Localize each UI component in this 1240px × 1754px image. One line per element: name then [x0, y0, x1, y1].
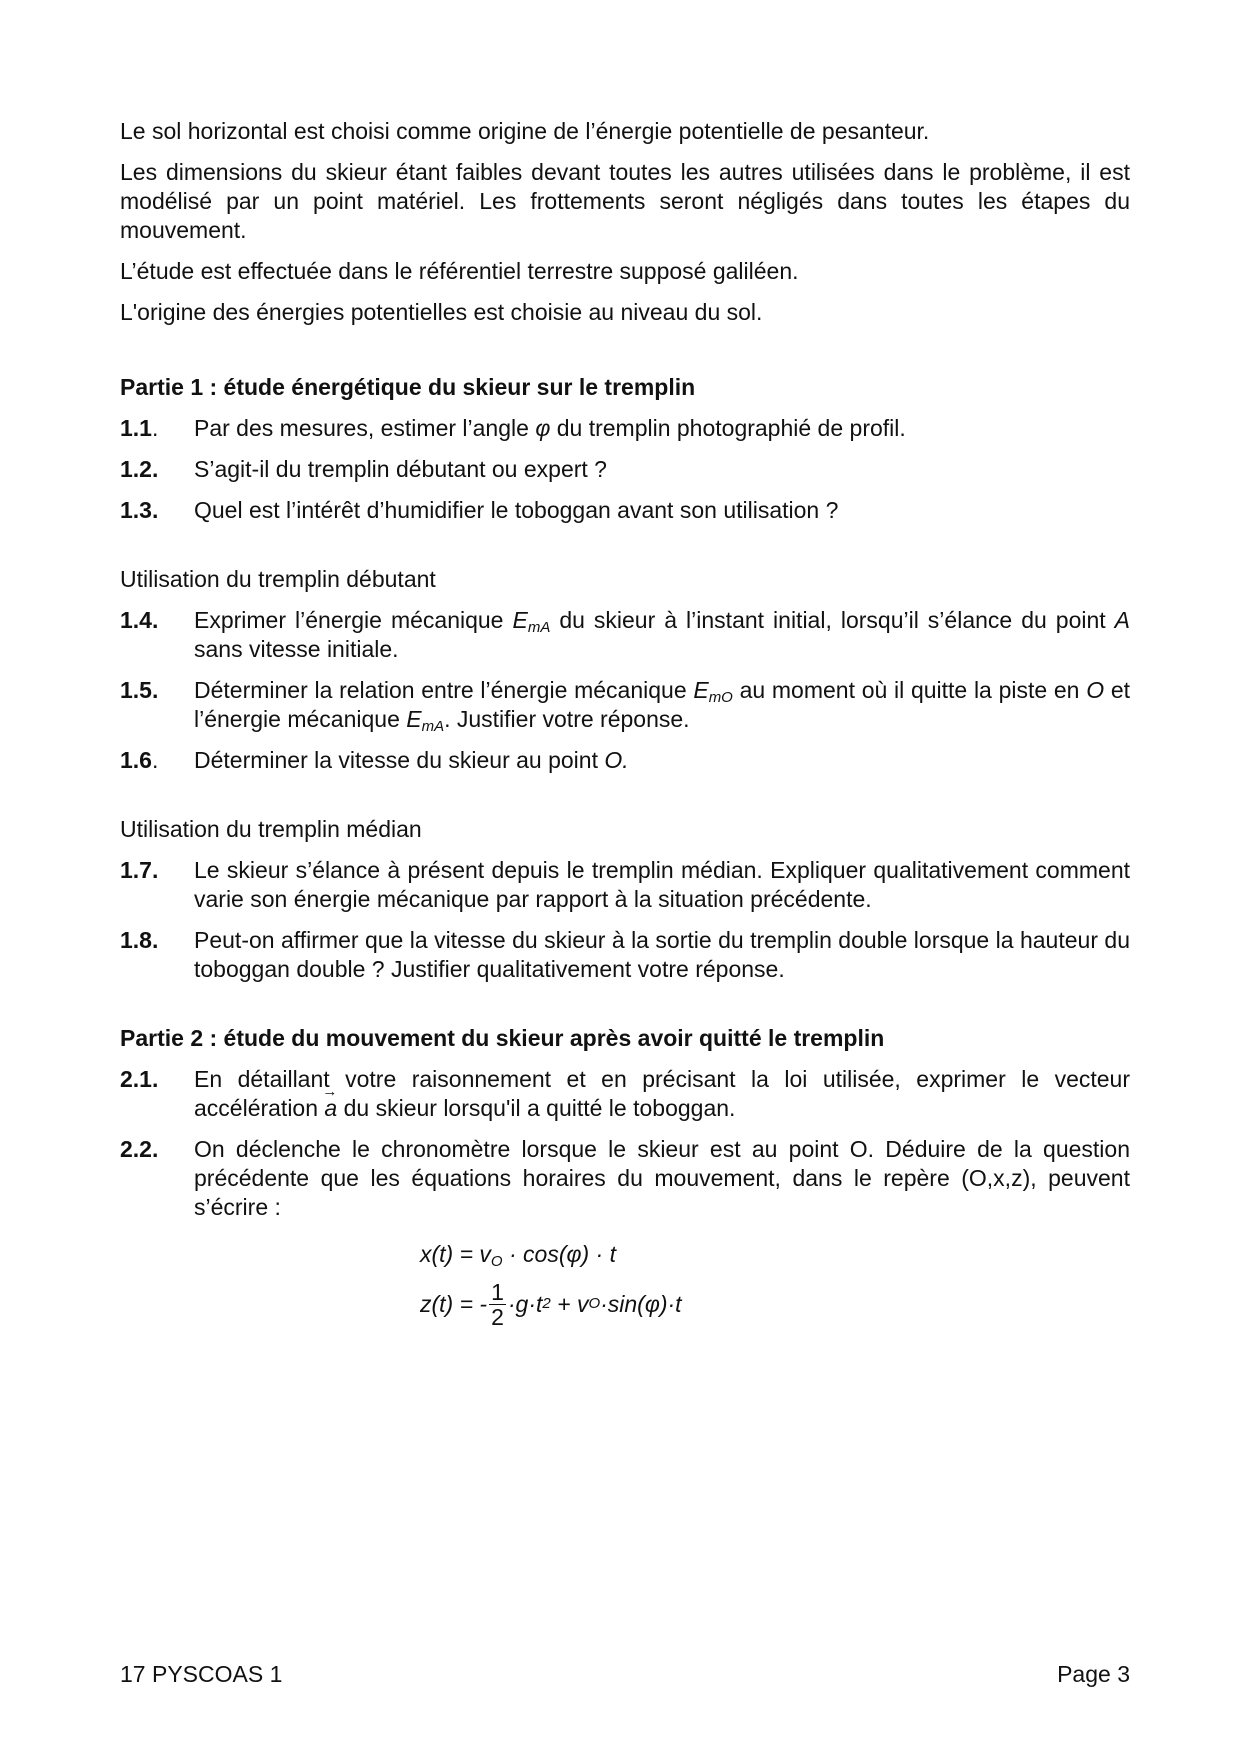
question-2-2: 2.2. On déclenche le chronomètre lorsque le skieur est au point O. Déduire de la question précédente que les équations horaires du mouvement, dans le repère (O,x,z), peuvent s’écrire : [120, 1136, 1130, 1220]
equations [420, 1234, 1130, 1334]
question-number: 1.1 [120, 415, 152, 441]
intro-paragraph: L'origine des énergies potentielles est choisie au niveau du sol. [120, 299, 763, 325]
subheading-median: Utilisation du tremplin médian [120, 816, 422, 842]
fraction: $\frac{1}{2}$ [491, 1278, 504, 1330]
question-1-8: 1.8. Peut-on affirmer que la vitesse du skieur à la sortie du tremplin double lorsque la hauteur du toboggan double ? Justifier qualitativement votre réponse. [120, 927, 1130, 982]
question-number: 1.3. [120, 497, 159, 523]
part2-heading: Partie 2 : étude du mouvement du skieur après avoir quitté le tremplin [120, 1025, 885, 1051]
question-number: 1.8. [120, 927, 159, 953]
page-number: Page 3 [1057, 1661, 1130, 1687]
question-2-1: 2.1. En détaillant votre raisonnement et en précisant la loi utilisée, exprimer le vecteur accélération → a du skieur lorsqu'il a quitté le toboggan. [120, 1065, 1130, 1123]
question-number: 2.2. [120, 1136, 159, 1162]
page-footer [120, 1660, 1130, 1689]
document-page [120, 117, 1130, 1334]
question-number: 1.5. [120, 677, 159, 703]
part1-heading: Partie 1 : étude énergétique du skieur sur le tremplin [120, 374, 696, 400]
vector-a: → a [324, 1094, 337, 1123]
question-number: 1.2. [120, 456, 159, 482]
question-number: 1.4. [120, 607, 159, 633]
question-1-3: 1.3. Quel est l’intérêt d’humidifier le toboggan avant son utilisation ? [120, 497, 839, 523]
question-number: 2.1. [120, 1066, 159, 1092]
equation-x: $x(t) = v_O \cdot \cos(\varphi) \cdot t$ [420, 1241, 616, 1270]
question-1-2: 1.2. S’agit-il du tremplin débutant ou expert ? [120, 456, 607, 482]
subheading-debutant: Utilisation du tremplin débutant [120, 566, 436, 592]
intro-paragraph: L’étude est effectuée dans le référentiel terrestre supposé galiléen. [120, 258, 799, 284]
question-1-4: 1.4. Exprimer l’énergie mécanique $E_{mA}$ du skieur à l’instant initial, lorsqu’il s’élance du point A sans vitesse initiale. [120, 607, 1130, 662]
equation-z: z(t) = - $\frac{1}{2}$ ·g·t 2 + v O ·sin(φ)·t [420, 1278, 682, 1330]
question-1-6: 1.6. Déterminer la vitesse du skieur au point O. [120, 747, 629, 773]
intro-paragraph: Le sol horizontal est choisi comme origine de l’énergie potentielle de pesanteur. [120, 118, 930, 144]
question-1-7: 1.7. Le skieur s’élance à présent depuis le tremplin médian. Expliquer qualitativement comment varie son énergie mécanique par rapport à la situation précédente. [120, 857, 1130, 912]
question-1-5: 1.5. Déterminer la relation entre l’énergie mécanique $E_{mO}$ au moment où il quitte la piste en O et l’énergie mécanique $E_{mA}$. Justifier votre réponse. [120, 677, 1131, 735]
intro-paragraph: Les dimensions du skieur étant faibles devant toutes les autres utilisées dans le problème, il est modélisé par un point matériel. Les frottements seront négligés dans toutes les étapes du mouvement. [120, 159, 1130, 243]
question-number: 1.7. [120, 857, 159, 883]
question-number: 1.6 [120, 747, 152, 773]
question-1-1: 1.1. Par des mesures, estimer l’angle φ du tremplin photographié de profil. [120, 415, 906, 441]
document-code: 17 PYSCOAS 1 [120, 1661, 283, 1687]
